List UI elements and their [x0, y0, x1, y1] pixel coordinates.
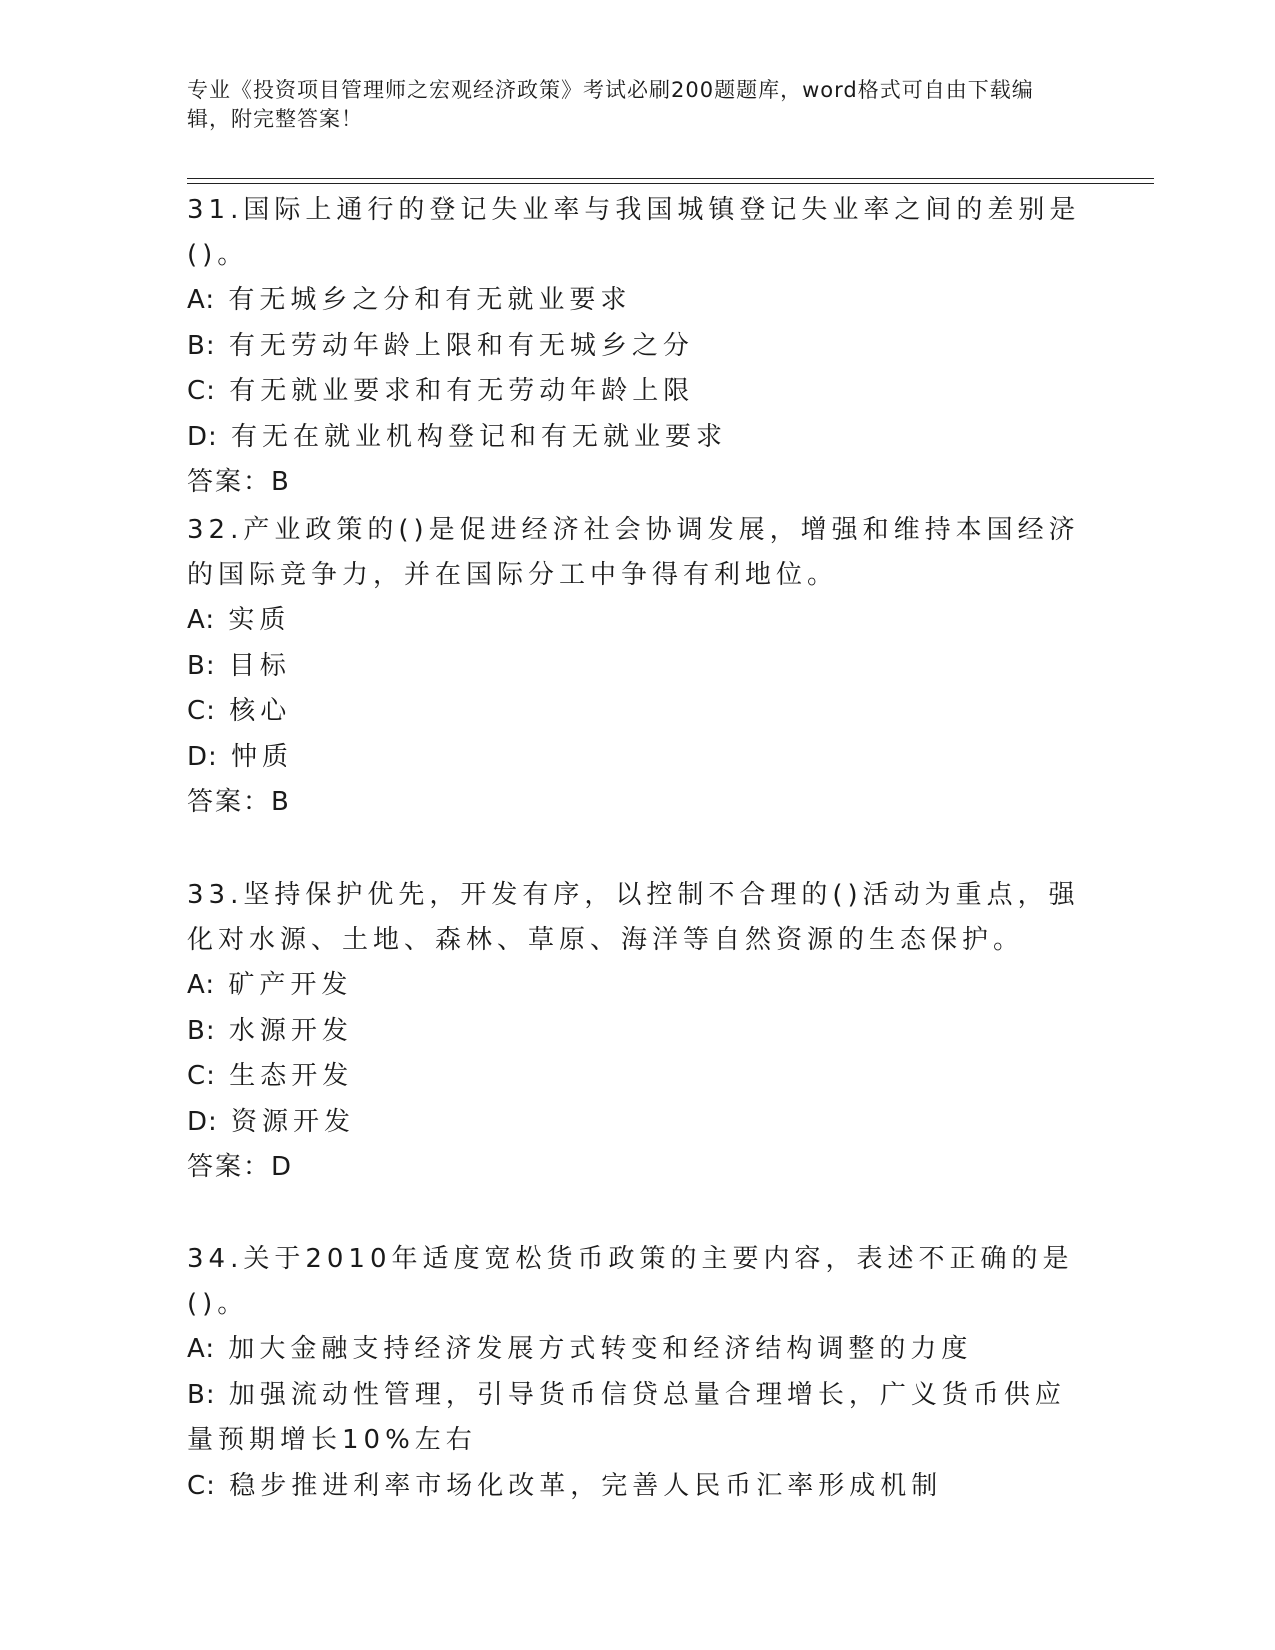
question-stem: 31.国际上通行的登记失业率与我国城镇登记失业率之间的差别是()。	[187, 195, 1081, 270]
option-a	[187, 963, 1087, 1009]
option-b	[187, 644, 1087, 690]
option-b	[187, 324, 1087, 370]
option-label: B:	[187, 330, 216, 361]
option-c	[187, 369, 1087, 415]
option-a	[187, 1327, 1087, 1373]
option-label: C:	[187, 376, 216, 406]
question-34	[187, 1237, 1087, 1509]
answer-line: 答案：B	[187, 787, 291, 817]
option-label: C:	[187, 1470, 216, 1501]
option-label: C:	[187, 1061, 216, 1091]
option-text: 忡质	[231, 741, 294, 772]
question-stem: 34.关于2010年适度宽松货币政策的主要内容，表述不正确的是()。	[187, 1244, 1074, 1319]
question-31	[187, 188, 1087, 506]
option-text: 加强流动性管理，引导货币信贷总量合理增长，广义货币供应量预期增长10%左右	[187, 1379, 1066, 1455]
option-b	[187, 1373, 1087, 1464]
option-label: A:	[187, 970, 216, 1000]
question-33	[187, 873, 1087, 1191]
option-text: 加大金融支持经济发展方式转变和经济结构调整的力度	[228, 1334, 973, 1364]
option-text: 生态开发	[229, 1061, 354, 1091]
option-d	[187, 415, 1087, 461]
option-c	[187, 689, 1087, 735]
option-c	[187, 1054, 1087, 1100]
option-b	[187, 1009, 1087, 1055]
option-label: B:	[187, 1015, 216, 1046]
option-d	[187, 735, 1087, 781]
option-a	[187, 598, 1087, 644]
option-text: 水源开发	[228, 1015, 353, 1046]
option-label: D:	[187, 421, 218, 452]
option-text: 有无劳动年龄上限和有无城乡之分	[228, 330, 694, 361]
question-stem: 33.坚持保护优先，开发有序，以控制不合理的()活动为重点，强化对水源、土地、森林、草原、海洋等自然资源的生态保护。	[187, 880, 1080, 955]
answer-line: 答案：D	[187, 1152, 294, 1182]
option-text: 稳步推进利率市场化改革，完善人民币汇率形成机制	[229, 1470, 943, 1501]
option-label: B:	[187, 650, 216, 681]
option-label: D:	[187, 1106, 218, 1137]
option-text: 目标	[228, 650, 291, 681]
option-text: 矿产开发	[228, 970, 353, 1000]
option-text: 有无城乡之分和有无就业要求	[228, 285, 632, 315]
header-divider-bottom	[187, 183, 1154, 184]
option-text: 核心	[229, 696, 292, 726]
option-label: C:	[187, 696, 216, 726]
option-text: 有无就业要求和有无劳动年龄上限	[229, 376, 695, 406]
document-intro: 专业《投资项目管理师之宏观经济政策》考试必刷200题题库，word格式可自由下载编辑，附完整答案！	[187, 78, 1034, 131]
option-text: 资源开发	[231, 1106, 356, 1137]
option-label: A:	[187, 285, 216, 315]
header-divider-top	[187, 178, 1154, 179]
option-a	[187, 278, 1087, 324]
option-c	[187, 1464, 1087, 1510]
option-text: 实质	[228, 605, 291, 635]
option-label: A:	[187, 1334, 216, 1364]
answer-line: 答案：B	[187, 467, 291, 497]
option-d	[187, 1100, 1087, 1146]
option-label: A:	[187, 605, 216, 635]
option-label: B:	[187, 1379, 216, 1410]
option-label: D:	[187, 741, 218, 772]
question-32	[187, 508, 1087, 826]
question-stem: 32.产业政策的()是促进经济社会协调发展，增强和维持本国经济的国际竞争力，并在国际分工中争得有利地位。	[187, 515, 1080, 590]
option-text: 有无在就业机构登记和有无就业要求	[231, 421, 728, 452]
